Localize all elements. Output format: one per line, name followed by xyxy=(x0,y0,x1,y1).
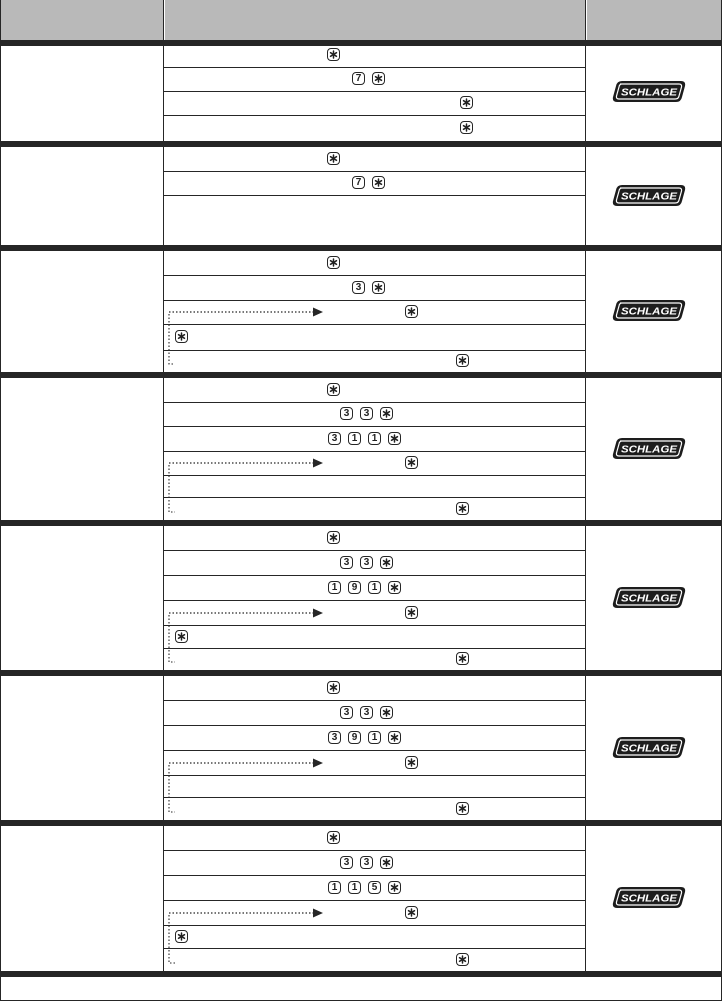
digit-key-3: 3 xyxy=(360,856,373,869)
schlage-logo-icon xyxy=(611,886,687,909)
asterisk-key-icon xyxy=(461,97,472,108)
row-divider xyxy=(164,900,585,901)
schlage-logo-icon xyxy=(611,736,687,759)
star-key xyxy=(405,305,418,318)
star-key xyxy=(327,531,340,544)
star-key xyxy=(456,802,469,815)
asterisk-key-icon xyxy=(457,803,468,814)
asterisk-key-icon xyxy=(457,653,468,664)
row-divider xyxy=(164,67,585,68)
row-divider xyxy=(164,275,585,276)
dotted-arrow-icon xyxy=(166,306,326,318)
digit-key-1: 1 xyxy=(348,432,361,445)
row-divider xyxy=(164,725,585,726)
digit-key-3: 3 xyxy=(360,407,373,420)
digit-key-3: 3 xyxy=(340,706,353,719)
star-key xyxy=(405,756,418,769)
star-key xyxy=(456,953,469,966)
row-divider xyxy=(164,875,585,876)
digit-key-3: 3 xyxy=(352,281,365,294)
schlage-logo-icon xyxy=(611,299,687,322)
digit-key-3: 3 xyxy=(328,432,341,445)
section-separator xyxy=(0,971,722,977)
loop-connector xyxy=(167,463,177,516)
row-divider xyxy=(164,750,585,751)
star-key xyxy=(380,407,393,420)
digit-key-1: 1 xyxy=(368,432,381,445)
star-key xyxy=(405,606,418,619)
loop-connector xyxy=(167,312,177,368)
star-key xyxy=(388,881,401,894)
schlage-logo-icon xyxy=(611,437,687,460)
digit-key-7: 7 xyxy=(352,72,365,85)
asterisk-key-icon xyxy=(381,557,392,568)
digit-key-5: 5 xyxy=(368,881,381,894)
asterisk-key-icon xyxy=(176,931,187,942)
asterisk-key-icon xyxy=(406,607,417,618)
asterisk-key-icon xyxy=(328,682,339,693)
row-divider xyxy=(164,700,585,701)
digit-key-3: 3 xyxy=(360,706,373,719)
logo-wordmark: SCHLAGE xyxy=(621,592,679,605)
star-key xyxy=(327,256,340,269)
asterisk-key-icon xyxy=(389,433,400,444)
digit-key-1: 1 xyxy=(368,731,381,744)
schlage-logo-icon xyxy=(611,184,687,207)
asterisk-key-icon xyxy=(176,331,187,342)
row-divider xyxy=(164,91,585,92)
row-divider xyxy=(164,171,585,172)
star-key xyxy=(388,731,401,744)
row-divider xyxy=(164,948,585,949)
asterisk-key-icon xyxy=(373,73,384,84)
row-divider xyxy=(164,451,585,452)
row-divider xyxy=(164,402,585,403)
dotted-arrow-icon xyxy=(166,907,326,919)
asterisk-key-icon xyxy=(389,732,400,743)
row-divider xyxy=(164,300,585,301)
row-divider xyxy=(164,350,585,351)
star-key xyxy=(327,831,340,844)
row-divider xyxy=(164,925,585,926)
schlage-logo-icon xyxy=(611,586,687,609)
digit-key-7: 7 xyxy=(352,176,365,189)
row-divider xyxy=(164,497,585,498)
digit-key-3: 3 xyxy=(328,731,341,744)
star-key xyxy=(372,281,385,294)
asterisk-key-icon xyxy=(328,832,339,843)
digit-key-9: 9 xyxy=(348,731,361,744)
star-key xyxy=(456,502,469,515)
digit-key-1: 1 xyxy=(328,881,341,894)
section-separator xyxy=(0,372,722,378)
asterisk-key-icon xyxy=(406,757,417,768)
section-separator xyxy=(0,141,722,147)
asterisk-key-icon xyxy=(457,954,468,965)
asterisk-key-icon xyxy=(328,49,339,60)
star-key xyxy=(372,72,385,85)
header-cell-procedure xyxy=(165,0,585,40)
digit-key-1: 1 xyxy=(328,581,341,594)
row-divider xyxy=(164,775,585,776)
table-border-left xyxy=(0,0,1,1001)
star-key xyxy=(327,152,340,165)
star-key xyxy=(380,706,393,719)
asterisk-key-icon xyxy=(373,177,384,188)
asterisk-key-icon xyxy=(328,153,339,164)
asterisk-key-icon xyxy=(389,882,400,893)
logo-wordmark: SCHLAGE xyxy=(621,86,679,99)
digit-key-3: 3 xyxy=(360,556,373,569)
digit-key-3: 3 xyxy=(340,556,353,569)
star-key xyxy=(456,652,469,665)
logo-wordmark: SCHLAGE xyxy=(621,742,679,755)
asterisk-key-icon xyxy=(406,907,417,918)
star-key xyxy=(380,856,393,869)
loop-connector xyxy=(167,763,177,816)
row-divider xyxy=(164,550,585,551)
header-cell-product xyxy=(587,0,722,40)
asterisk-key-icon xyxy=(328,257,339,268)
logo-wordmark: SCHLAGE xyxy=(621,892,679,905)
logo-wordmark: SCHLAGE xyxy=(621,443,679,456)
star-key xyxy=(456,354,469,367)
row-divider xyxy=(164,648,585,649)
star-key xyxy=(388,581,401,594)
row-divider xyxy=(164,625,585,626)
asterisk-key-icon xyxy=(328,384,339,395)
asterisk-key-icon xyxy=(406,306,417,317)
asterisk-key-icon xyxy=(176,631,187,642)
digit-key-9: 9 xyxy=(348,581,361,594)
row-divider xyxy=(164,575,585,576)
star-key xyxy=(372,176,385,189)
header-cell-function xyxy=(0,0,163,40)
loop-connector xyxy=(167,613,177,666)
star-key xyxy=(327,383,340,396)
asterisk-key-icon xyxy=(328,532,339,543)
logo-wordmark: SCHLAGE xyxy=(621,305,679,318)
section-separator xyxy=(0,245,722,251)
asterisk-key-icon xyxy=(381,857,392,868)
dotted-arrow-icon xyxy=(166,757,326,769)
section-separator xyxy=(0,670,722,676)
row-divider xyxy=(164,426,585,427)
digit-key-3: 3 xyxy=(340,856,353,869)
digit-key-3: 3 xyxy=(340,407,353,420)
dotted-arrow-icon xyxy=(166,607,326,619)
asterisk-key-icon xyxy=(381,707,392,718)
star-key xyxy=(327,681,340,694)
section-separator xyxy=(0,820,722,826)
asterisk-key-icon xyxy=(457,503,468,514)
section-separator xyxy=(0,40,722,46)
row-divider xyxy=(164,850,585,851)
star-key xyxy=(388,432,401,445)
row-divider xyxy=(164,475,585,476)
section-separator xyxy=(0,520,722,526)
asterisk-key-icon xyxy=(461,122,472,133)
star-key xyxy=(405,456,418,469)
star-key xyxy=(460,121,473,134)
star-key xyxy=(327,48,340,61)
asterisk-key-icon xyxy=(373,282,384,293)
logo-wordmark: SCHLAGE xyxy=(621,190,679,203)
star-key xyxy=(460,96,473,109)
star-key xyxy=(405,906,418,919)
row-divider xyxy=(164,324,585,325)
dotted-arrow-icon xyxy=(166,457,326,469)
digit-key-1: 1 xyxy=(368,581,381,594)
loop-connector xyxy=(167,913,177,967)
star-key xyxy=(380,556,393,569)
row-divider xyxy=(164,600,585,601)
row-divider xyxy=(164,195,585,196)
schlage-logo-icon xyxy=(611,80,687,103)
asterisk-key-icon xyxy=(457,355,468,366)
row-divider xyxy=(164,797,585,798)
asterisk-key-icon xyxy=(389,582,400,593)
asterisk-key-icon xyxy=(406,457,417,468)
asterisk-key-icon xyxy=(381,408,392,419)
row-divider xyxy=(164,115,585,116)
digit-key-1: 1 xyxy=(348,881,361,894)
